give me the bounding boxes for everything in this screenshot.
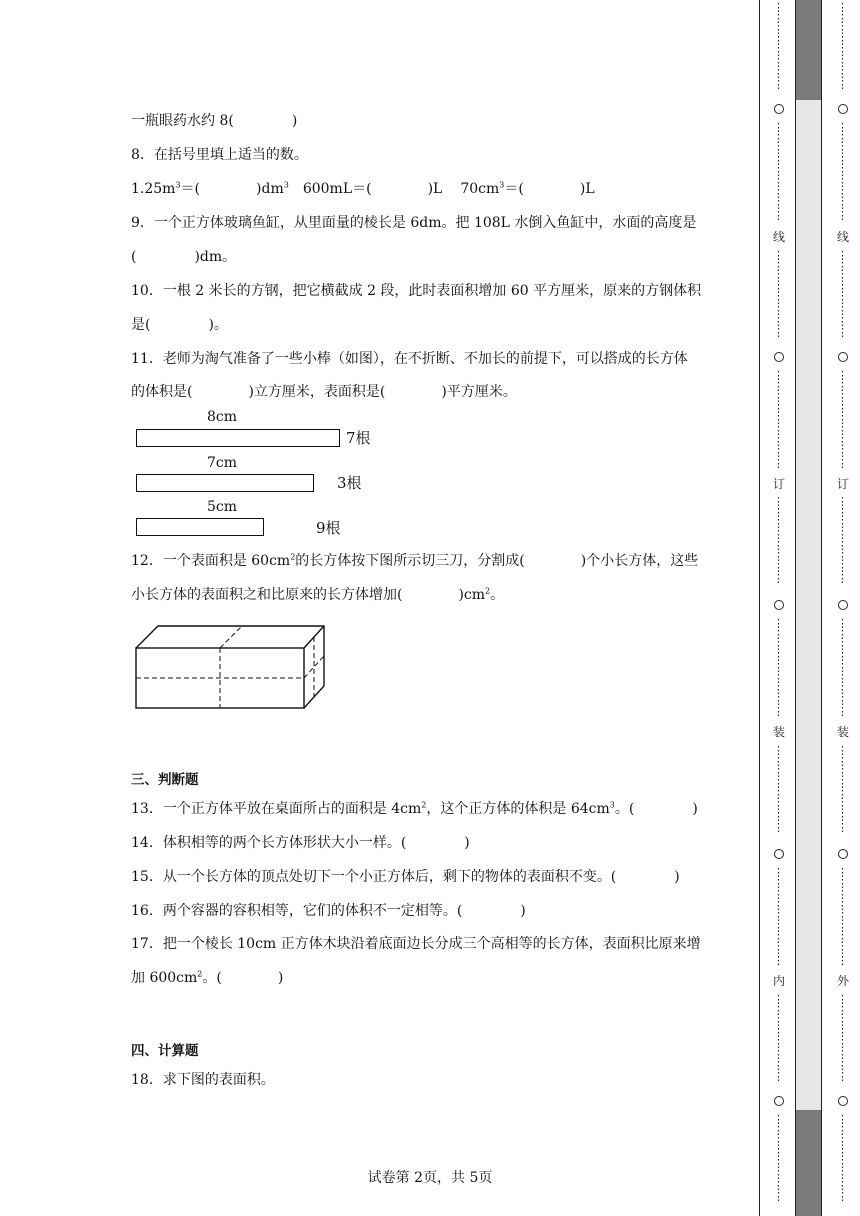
binding-border-right [821, 0, 822, 1216]
stick-length-label: 5cm [207, 499, 238, 515]
q8-a-open: ＝( [180, 181, 201, 197]
dots: ⋮ ⋮ ⋮ ⋮ ⋮ ⋮ ⋮ ⋮ [837, 1113, 848, 1203]
stick-count-label: 3根 [337, 474, 362, 492]
q8-b-left: 600mL＝( [302, 181, 372, 197]
q7-tail [131, 112, 297, 130]
dots: ⋮ ⋮ ⋮ ⋮ ⋮ ⋮ ⋮ ⋮ [773, 744, 784, 834]
section4-heading: 四、计算题 [131, 1043, 199, 1059]
q12-b: 的长方体按下图所示切三刀，分割成( [295, 553, 525, 569]
binding-circle [838, 1096, 848, 1106]
section3-heading: 三、判断题 [131, 772, 199, 788]
dots: ⋮ ⋮ ⋮ ⋮ ⋮ ⋮ ⋮ ⋮ [837, 993, 848, 1083]
cuboid-back-edges [136, 626, 324, 708]
q17-b: 。( [202, 970, 222, 986]
q16-close: ) [520, 903, 526, 919]
q16-a: 16．两个容器的容积相等，它们的体积不一定相等。( [131, 903, 463, 919]
dots: ⋮ ⋮ ⋮ ⋮ ⋮ ⋮ ⋮ ⋮ [837, 495, 848, 585]
q12-c: )个小长方体，这些 [580, 553, 699, 569]
q11-line1: 11．老师为淘气准备了一些小棒（如图），在不折断、不加长的前提下，可以搭成的长方体 [131, 351, 688, 367]
stick-5cm [136, 518, 264, 536]
binding-circle [774, 849, 784, 859]
q17-a: 加 600cm [131, 970, 198, 986]
dots: ⋮ ⋮ ⋮ ⋮ ⋮ ⋮ ⋮ ⋮ ⋮ [837, 369, 848, 470]
sup: 3 [175, 180, 181, 190]
binding-char-ding: 订 [837, 477, 850, 491]
q16 [131, 902, 526, 920]
q13: 13．一个正方体平放在桌面所占的面积是 $4cm^2$，这个正方体的体积是 $64cm^3$。( ) [131, 800, 698, 817]
binding-char-zhuang: 装 [837, 725, 850, 739]
q8-stem: 8．在括号里填上适当的数。 [131, 147, 308, 163]
binding-char-nei: 内 [773, 974, 786, 988]
cut-line-side [304, 656, 324, 678]
binding-gray-top [796, 0, 821, 100]
q13-b: ，这个正方体的体积是 64cm [426, 801, 610, 817]
cut-line-top [220, 626, 242, 648]
binding-char-wai: 外 [837, 974, 850, 988]
q8-blanks: $1.25m^3=$( )$dm^3$ 600mL＝( )L $70cm^3=$( )L [131, 180, 595, 197]
q12-d: 小长方体的表面积之和比原来的长方体增加( [131, 587, 403, 603]
dots: ⋮ ⋮ ⋮ ⋮ ⋮ ⋮ ⋮ ⋮ ⋮ [837, 121, 848, 222]
q17-line1: 17．把一个棱长 10cm 正方体木块沿着底面边长分成三个高相等的长方体，表面积比原来增 [131, 936, 701, 952]
q17-close: ) [277, 970, 284, 986]
binding-circle [838, 849, 848, 859]
q13-c: 。( [614, 801, 635, 817]
dots: ⋮ ⋮ ⋮ ⋮ ⋮ ⋮ ⋮ ⋮ [773, 1113, 784, 1203]
sup: 3 [499, 180, 505, 190]
binding-char-line: 线 [773, 230, 786, 244]
dots: ⋮ ⋮ ⋮ ⋮ ⋮ ⋮ ⋮ ⋮ [773, 249, 784, 339]
q14-a: 14．体积相等的两个长方体形状大小一样。( [131, 835, 407, 851]
dots: ⋮ ⋮ ⋮ ⋮ ⋮ ⋮ ⋮ ⋮ [773, 1, 784, 91]
q8-c-left: 70cm [460, 181, 500, 197]
q11-b: )立方厘米，表面积是( [248, 384, 386, 400]
dots: ⋮ ⋮ ⋮ ⋮ ⋮ ⋮ ⋮ ⋮ ⋮ [773, 866, 784, 967]
q8-c-open: ＝( [504, 181, 524, 197]
dots: ⋮ ⋮ ⋮ ⋮ ⋮ ⋮ ⋮ ⋮ [837, 249, 848, 339]
q10-line2 [131, 316, 228, 334]
q7-text: 一瓶眼药水约 8( [131, 113, 234, 129]
stick-count-label: 7根 [346, 429, 371, 447]
q7-close: ) [291, 113, 298, 129]
q9-open: ( [131, 249, 137, 265]
binding-circle [774, 600, 784, 610]
binding-circle [774, 1096, 784, 1106]
q15 [131, 868, 680, 886]
stick-count-label: 9根 [316, 519, 341, 537]
stick-8cm [136, 429, 340, 447]
q12-e: )cm [458, 587, 486, 603]
q11-c: )平方厘米。 [441, 384, 517, 400]
dots: ⋮ ⋮ ⋮ ⋮ ⋮ ⋮ ⋮ ⋮ [837, 744, 848, 834]
sup: 2 [485, 586, 491, 596]
binding-char-ding: 订 [773, 477, 786, 491]
stick-length-label: 7cm [207, 455, 238, 471]
dots: ⋮ ⋮ ⋮ ⋮ ⋮ ⋮ ⋮ ⋮ ⋮ [773, 121, 784, 222]
binding-border-left [759, 0, 760, 1216]
binding-char-line: 线 [837, 230, 850, 244]
q14-close: ) [464, 835, 470, 851]
q12-line1 [131, 552, 698, 570]
q8-a-unit: dm [261, 181, 284, 197]
dots: ⋮ ⋮ ⋮ ⋮ ⋮ ⋮ ⋮ ⋮ ⋮ [837, 617, 848, 718]
sup: 3 [283, 180, 289, 190]
q8-b-unit: )L [427, 181, 443, 197]
binding-circle [838, 352, 848, 362]
q13-close: ) [692, 801, 698, 817]
binding-char-zhuang: 装 [773, 725, 786, 739]
dots: ⋮ ⋮ ⋮ ⋮ ⋮ ⋮ ⋮ ⋮ ⋮ [837, 866, 848, 967]
stick-7cm [136, 474, 314, 492]
binding-circle [838, 600, 848, 610]
q9-line1: 9．一个正方体玻璃鱼缸，从里面量的棱长是 6dm。把 108L 水倒入鱼缸中，水面的高度是 [131, 215, 697, 231]
q12-f: 。 [490, 587, 505, 603]
q8-a-left: 1.25m [131, 181, 176, 197]
binding-circle [838, 104, 848, 114]
q11-a: 的体积是( [131, 384, 193, 400]
cuboid-figure [130, 620, 330, 712]
dots: ⋮ ⋮ ⋮ ⋮ ⋮ ⋮ ⋮ ⋮ [837, 1, 848, 91]
q13-a: 13．一个正方体平放在桌面所占的面积是 4cm [131, 801, 422, 817]
q11-line2 [131, 383, 517, 401]
q14 [131, 834, 470, 852]
q15-close: ) [674, 869, 680, 885]
q12-line2 [131, 586, 504, 604]
binding-circle [774, 104, 784, 114]
q18: 18．求下图的表面积。 [131, 1072, 275, 1088]
q9-close: )dm。 [194, 249, 237, 265]
sup: 2 [290, 552, 296, 562]
binding-gray-bottom [796, 1110, 821, 1216]
dots: ⋮ ⋮ ⋮ ⋮ ⋮ ⋮ ⋮ ⋮ [773, 993, 784, 1083]
q15-a: 15．从一个长方体的顶点处切下一个小正方体后，剩下的物体的表面积不变。( [131, 869, 617, 885]
q8-c-unit: )L [579, 181, 595, 197]
stick-length-label: 8cm [207, 409, 238, 425]
binding-circle [774, 352, 784, 362]
page-footer: 试卷第 2页，共 5页 [367, 1170, 493, 1186]
q9-line2 [131, 248, 236, 266]
dots: ⋮ ⋮ ⋮ ⋮ ⋮ ⋮ ⋮ ⋮ [773, 495, 784, 585]
q10-line1: 10．一根 2 米长的方钢，把它横截成 2 段，此时表面积增加 60 平方厘米，原来的方钢体积 [131, 283, 702, 299]
dots: ⋮ ⋮ ⋮ ⋮ ⋮ ⋮ ⋮ ⋮ ⋮ [773, 369, 784, 470]
q10-close: )。 [208, 317, 228, 333]
q17-line2: 加 $600cm^2$。( ) [131, 969, 284, 986]
q12-a: 12．一个表面积是 60cm [131, 553, 291, 569]
q10-open: 是( [131, 317, 151, 333]
binding-light-band [796, 100, 821, 1110]
dots: ⋮ ⋮ ⋮ ⋮ ⋮ ⋮ ⋮ ⋮ ⋮ [773, 617, 784, 718]
